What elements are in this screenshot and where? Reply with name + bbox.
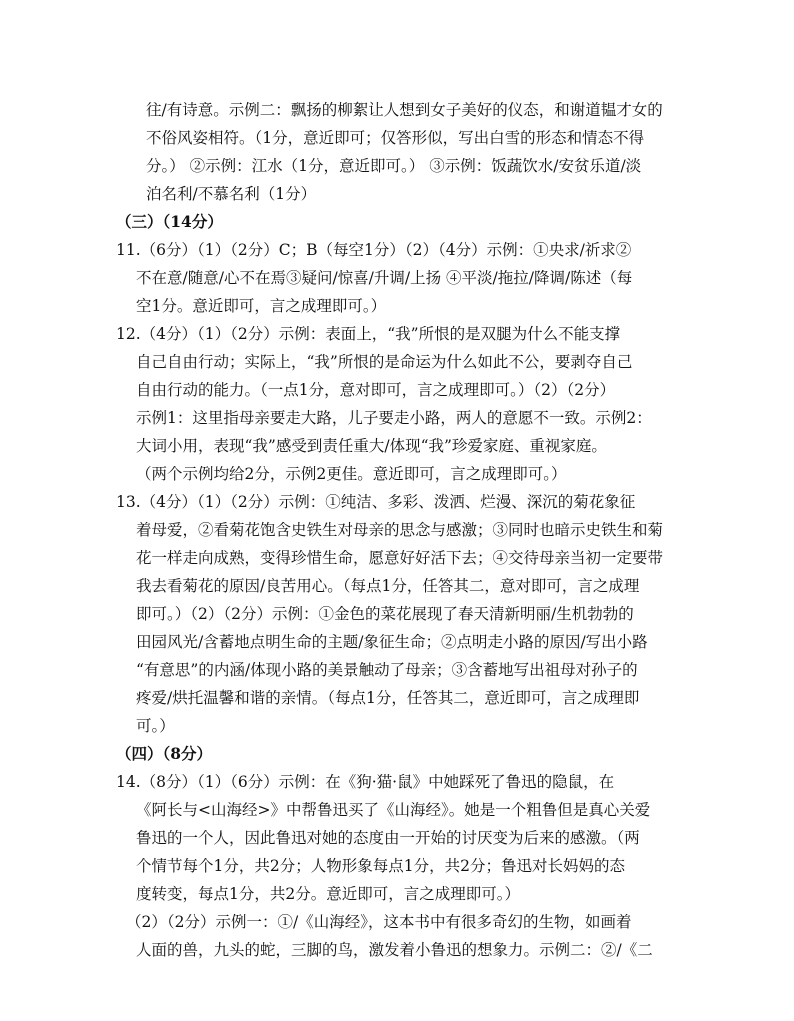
text-line: 我去看菊花的原因/良苦用心。（每点1分，任答其二，意对即可，言之成理 [136,577,640,595]
section-heading: （三）（14分） [116,212,223,231]
text-line: 不在意/随意/心不在焉③疑问/惊喜/升调/上扬 ④平淡/拖拉/降调/陈述（每 [136,269,633,287]
text-line: 自己自由行动；实际上，“我”所恨的是命运为什么如此不公，要剥夺自己 [136,353,633,371]
question-13: 13.（4分）（1）（2分）示例：①纯洁、多彩、泼洒、烂漫、深沉的菊花象征 [116,493,636,511]
question-11: 11.（6分）（1）（2分）C；B（每空1分）（2）（4分）示例：①央求/祈求② [116,241,632,259]
text-line: 往/有诗意。示例二：飘扬的柳絮让人想到女子美好的仪态，和谢道韫才女的 [146,101,663,119]
question-12: 12.（4分）（1）（2分）示例：表面上，“我”所恨的是双腿为什么不能支撑 [116,325,621,343]
text-line: 示例1：这里指母亲要走大路，儿子要走小路，两人的意愿不一致。示例2： [136,409,652,427]
text-line: 分。） ②示例：江水（1分，意近即可。） ③示例：饭蔬饮水/安贫乐道/淡 [146,157,642,175]
text-line: 花一样走向成熟，变得珍惜生命，愿意好好活下去；④交待母亲当初一定要带 [136,549,664,567]
text-line: 人面的兽，九头的蛇，三脚的鸟，激发着小鲁迅的想象力。示例二：②/《二 [136,941,653,959]
text-line: 可。） [136,717,175,735]
text-line: 自由行动的能力。（一点1分，意对即可，言之成理即可。）（2）（2分） [136,381,616,399]
section-heading: （四）（8分） [116,744,213,763]
text-line: 泊名利/不慕名利（1分） [146,185,317,203]
text-line: 即可。）（2）（2分）示例：①金色的菜花展现了春天清新明丽/生机勃勃的 [136,605,634,623]
text-line: 大词小用，表现“我”感受到责任重大/体现“我”珍爱家庭、重视家庭。 [136,437,607,455]
question-14: 14.（8分）（1）（6分）示例：在《狗·猫·鼠》中她踩死了鲁迅的隐鼠，在 [116,773,615,791]
text-line: （两个示例均给2分，示例2更佳。意近即可，言之成理即可。） [136,465,567,483]
text-line: 田园风光/含蓄地点明生命的主题/象征生命；②点明走小路的原因/写出小路 [136,633,648,651]
text-line: 《阿长与<山海经>》中帮鲁迅买了《山海经》。她是一个粗鲁但是真心关爱 [136,801,651,819]
text-line: 度转变，每点1分，共2分。意近即可，言之成理即可。） [136,885,520,903]
text-line: 空1分。意近即可，言之成理即可。） [136,297,387,315]
text-line: 着母爱，②看菊花饱含史铁生对母亲的思念与感激；③同时也暗示史铁生和菊 [136,521,664,539]
text-line: 不俗风姿相符。（1分，意近即可；仅答形似，写出白雪的形态和情态不得 [146,129,645,147]
text-line: 鲁迅的一个人，因此鲁迅对她的态度由一开始的讨厌变为后来的感激。（两 [136,829,640,847]
text-line: 疼爱/烘托温馨和谐的亲情。（每点1分，任答其二，意近即可，言之成理即 [136,689,640,707]
text-line: （2）（2分）示例一：①/《山海经》，这本书中有很多奇幻的生物，如画着 [126,913,632,931]
text-line: 个情节每个1分，共2分；人物形象每点1分，共2分；鲁迅对长妈妈的态 [136,857,625,875]
text-line: “有意思”的内涵/体现小路的美景触动了母亲；③含蓄地写出祖母对孙子的 [136,661,638,679]
